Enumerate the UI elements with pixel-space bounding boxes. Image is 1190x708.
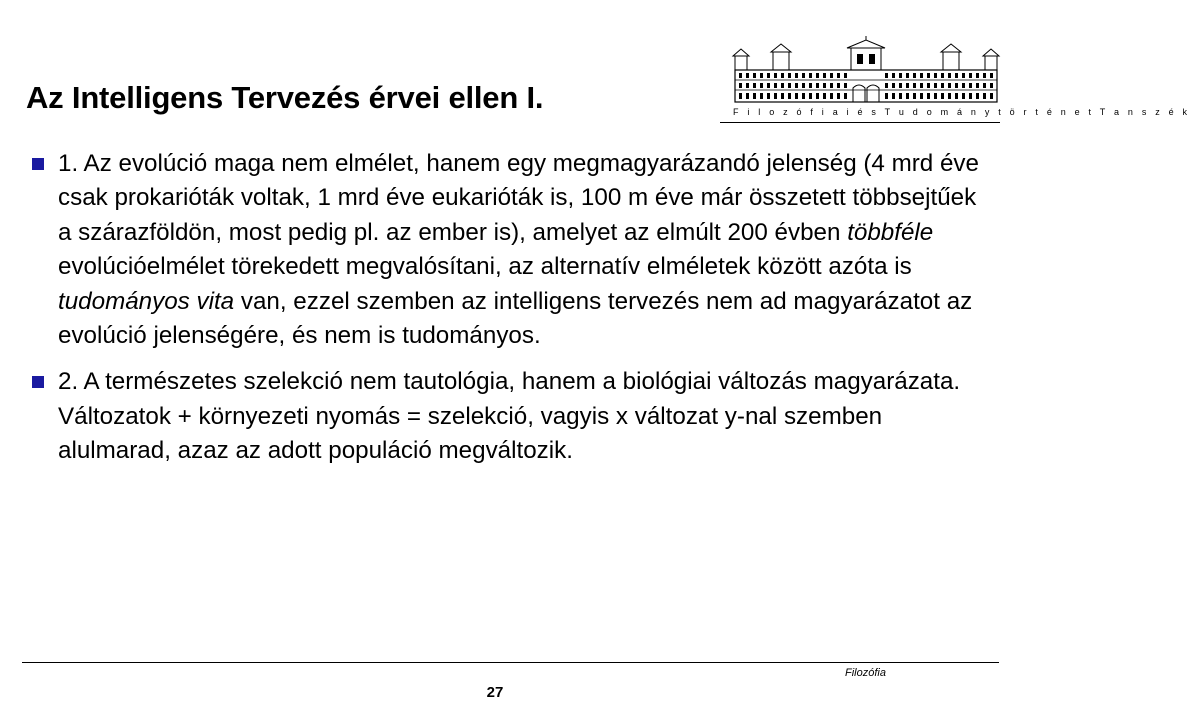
department-caption: F i l o z ó f i a i é s T u d o m á n y t ö r t é n e t T a n s z é k [733, 107, 1190, 117]
square-bullet-icon [32, 158, 44, 170]
bullet-item [32, 147, 992, 353]
header-divider [720, 122, 1000, 123]
footer-divider [22, 662, 999, 663]
footer-label: Filozófia [845, 667, 886, 679]
bullet-list [32, 147, 992, 481]
university-building-icon [733, 40, 1190, 130]
bullet-text: 1. Az evolúció maga nem elmélet, hanem egy megmagyarázandó jelenség (4 mrd éve csak prokarióták voltak, 1 mrd éve eukarióták is, 100 m éve már összetett többsejtűek a szárazföldön, most pedig pl. az ember is), amelyet az elmúlt 200 évben többféle evolúcióelmélet törekedett megvalósítani, az alternatív elméletek között azóta is tudományos vita van, ezzel szemben az intelligens tervezés nem ad magyarázatot az evolúció jelenségére, és nem is tudományos. [58, 150, 979, 350]
square-bullet-icon [32, 376, 44, 388]
page-number: 27 [486, 684, 504, 701]
slide-title: Az Intelligens Tervezés érvei ellen I. [26, 80, 544, 115]
bullet-item [32, 365, 992, 468]
bullet-text: 2. A természetes szelekció nem tautológia, hanem a biológiai változás magyarázata. Változatok + környezeti nyomás = szelekció, vagyis x változat y-nal szemben alulmarad, azaz az adott populáció megváltozik. [58, 368, 961, 465]
